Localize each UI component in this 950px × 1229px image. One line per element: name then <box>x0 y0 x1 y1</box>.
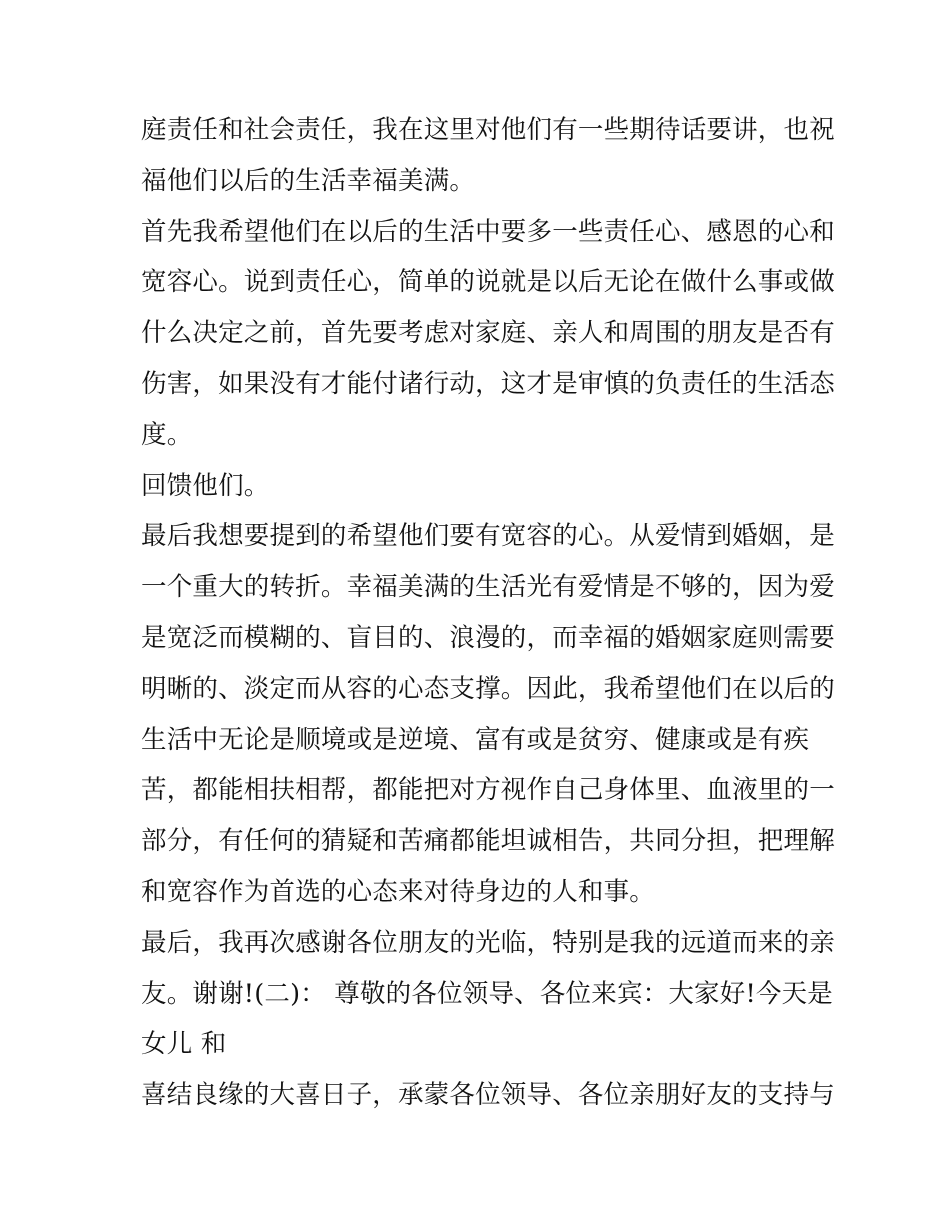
speech-text <box>141 105 835 1121</box>
text-line: 最后，我再次感谢各位朋友的光临，特别是我的远道而来的亲 <box>141 927 835 958</box>
text-line: 生活中无论是顺境或是逆境、富有或是贫穷、健康或是有疾 <box>141 724 810 755</box>
text-line: 庭责任和社会责任，我在这里对他们有一些期待话要讲，也祝 <box>141 115 835 145</box>
text-line: 最后我想要提到的希望他们要有宽容的心。从爱情到婚姻，是 <box>141 521 835 552</box>
text-line: 明晰的、淡定而从容的心态支撑。因此，我希望他们在以后的 <box>141 673 835 704</box>
text-line: 什么决定之前，首先要考虑对家庭、亲人和周围的朋友是否有 <box>141 318 835 349</box>
text-line: 福他们以后的生活幸福美满。 <box>141 165 476 196</box>
text-line: 是宽泛而模糊的、盲目的、浪漫的，而幸福的婚姻家庭则需要 <box>141 622 835 653</box>
text-line: 伤害，如果没有才能付诸行动，这才是审慎的负责任的生活态 <box>141 368 835 399</box>
text-line: 回馈他们。 <box>141 470 270 501</box>
text-line: 和宽容作为首选的心态来对待身边的人和事。 <box>141 876 656 907</box>
text-line: 部分，有任何的猜疑和苦痛都能坦诚相告，共同分担，把理解 <box>141 826 835 857</box>
text-line: 友。谢谢!(二)： 尊敬的各位领导、各位来宾：大家好!今天是 <box>141 978 833 1009</box>
text-line: 首先我希望他们在以后的生活中要多一些责任心、感恩的心和 <box>141 216 835 247</box>
text-line: 度。 <box>141 419 193 450</box>
text-line: 宽容心。说到责任心，简单的说就是以后无论在做什么事或做 <box>141 267 835 298</box>
text-line: 女儿 和 <box>141 1029 227 1060</box>
text-line: 喜结良缘的大喜日子，承蒙各位领导、各位亲朋好友的支持与 <box>141 1080 835 1111</box>
text-line: 一个重大的转折。幸福美满的生活光有爱情是不够的，因为爱 <box>141 572 835 603</box>
text-line: 苦，都能相扶相帮，都能把对方视作自己身体里、血液里的一 <box>141 775 835 806</box>
